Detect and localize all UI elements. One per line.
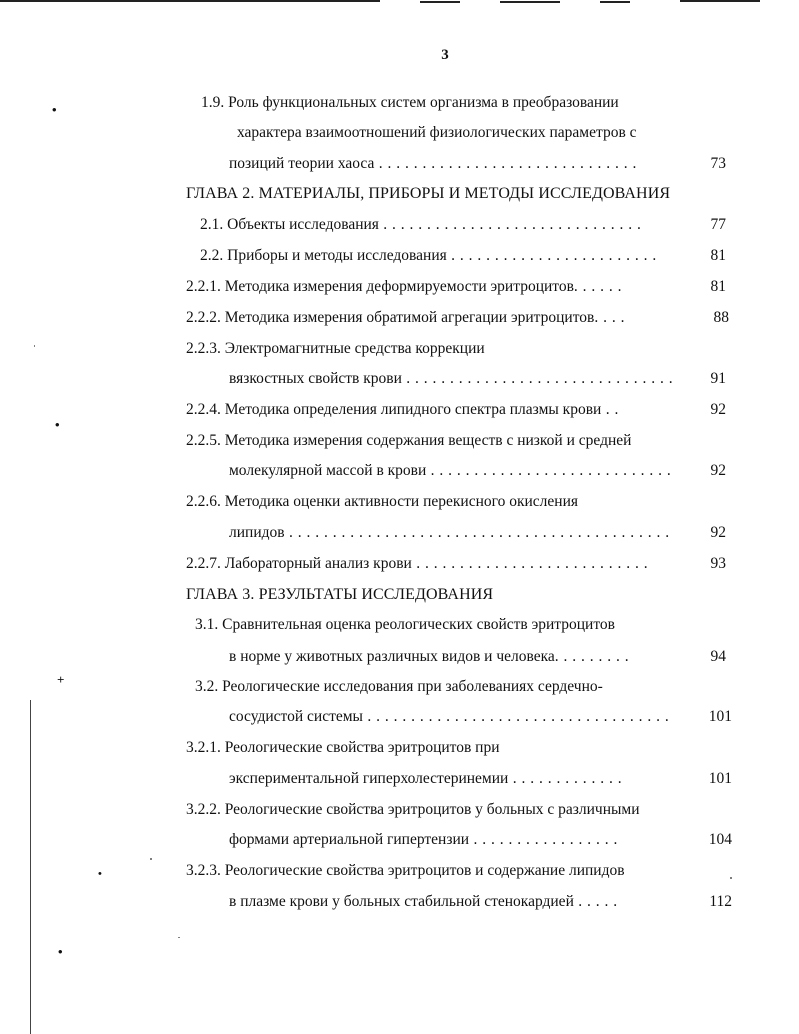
scan-speck [730,877,732,879]
scan-margin-line [30,700,31,1034]
toc-entry-3-2-2-cont: формами артериальной гипертензии . . . . . . . . . . . . . . . . . [229,831,618,848]
toc-page-number: 88 [713,309,729,326]
toc-page-number: 81 [710,278,726,295]
toc-entry-2-2-6-cont: липидов . . . . . . . . . . . . . . . . . . . . . . . . . . . . . . . . . . . . . . . . . . . . [229,524,670,541]
toc-entry-2-2-1: 2.2.1. Методика измерения деформируемости эритроцитов. . . . . . [186,278,623,295]
scan-mark: • [58,944,63,959]
toc-page-number: 112 [709,893,732,910]
toc-page-number: 73 [710,155,726,172]
toc-page-number: 77 [710,216,726,233]
toc-entry-2-2-3: 2.2.3. Электромагнитные средства коррекции [186,340,485,357]
scan-speck [178,937,180,938]
toc-entry-3-2-3: 3.2.3. Реологические свойства эритроцитов и содержание липидов [186,862,625,879]
toc-entry-3-2-1-cont: экспериментальной гиперхолестеринемии . . . . . . . . . . . . . [229,770,623,787]
toc-page-number: 92 [710,401,726,418]
toc-page-number: 104 [708,831,732,848]
toc-page-number: 93 [710,555,726,572]
toc-entry-2-2-5: 2.2.5. Методика измерения содержания веществ с низкой и средней [186,432,632,449]
scan-mark: • [52,102,57,117]
page-number: 3 [441,47,449,63]
toc-page-number: 92 [710,524,726,541]
toc-entry-2-2-3-cont: вязкостных свойств крови . . . . . . . . . . . . . . . . . . . . . . . . . . . . . . . [229,370,674,387]
toc-entry-3-1: 3.1. Сравнительная оценка реологических свойств эритроцитов [195,616,615,633]
toc-page-number: 92 [710,462,726,479]
toc-entry-3-1-cont: в норме у животных различных видов и человека. . . . . . . . . [229,648,630,665]
toc-page-number: 94 [710,648,726,665]
chapter-2-heading: ГЛАВА 2. МАТЕРИАЛЫ, ПРИБОРЫ И МЕТОДЫ ИССЛЕДОВАНИЯ [186,185,671,202]
toc-page-number: 81 [710,247,726,264]
toc-entry-1-9-cont: характера взаимоотношений физиологических параметров с [237,124,637,141]
toc-entry-1-9-cont: позиций теории хаоса . . . . . . . . . . . . . . . . . . . . . . . . . . . . . . [229,155,637,172]
scan-speck [150,858,152,860]
toc-entry-2-2-6: 2.2.6. Методика оценки активности перекисного окисления [186,493,579,510]
toc-entry-2-2-5-cont: молекулярной массой в крови . . . . . . . . . . . . . . . . . . . . . . . . . . . . [229,462,672,479]
toc-page-number: 91 [710,370,726,387]
scan-mark: • [55,417,60,432]
toc-entry-3-2-2: 3.2.2. Реологические свойства эритроцитов у больных с различными [186,801,640,818]
toc-entry-2-2-2: 2.2.2. Методика измерения обратимой агрегации эритроцитов. . . . [186,309,625,326]
toc-entry-3-2-1: 3.2.1. Реологические свойства эритроцитов при [186,739,500,756]
toc-entry-3-2-3-cont: в плазме крови у больных стабильной стенокардией . . . . . [229,893,618,910]
toc-entry-2-2-4: 2.2.4. Методика определения липидного спектра плазмы крови . . [186,401,619,418]
toc-entry-3-2: 3.2. Реологические исследования при заболеваниях сердечно- [195,678,603,695]
toc-entry-2-1: 2.1. Объекты исследования . . . . . . . . . . . . . . . . . . . . . . . . . . . . . . [200,216,642,233]
scan-speck [34,345,35,347]
toc-page-number: 101 [708,708,732,725]
toc-entry-3-2-cont: сосудистой системы . . . . . . . . . . . . . . . . . . . . . . . . . . . . . . . . . . . [229,708,670,725]
scan-mark: + [57,672,65,687]
toc-entry-2-2: 2.2. Приборы и методы исследования . . . . . . . . . . . . . . . . . . . . . . . . [200,247,657,264]
scan-mark: • [98,868,102,880]
toc-entry-2-2-7: 2.2.7. Лабораторный анализ крови . . . . . . . . . . . . . . . . . . . . . . . . . . . [186,555,649,572]
toc-page-number: 101 [708,770,732,787]
chapter-3-heading: ГЛАВА 3. РЕЗУЛЬТАТЫ ИССЛЕДОВАНИЯ [186,586,494,603]
toc-entry-1-9: 1.9. Роль функциональных систем организма в преобразовании [201,94,619,111]
